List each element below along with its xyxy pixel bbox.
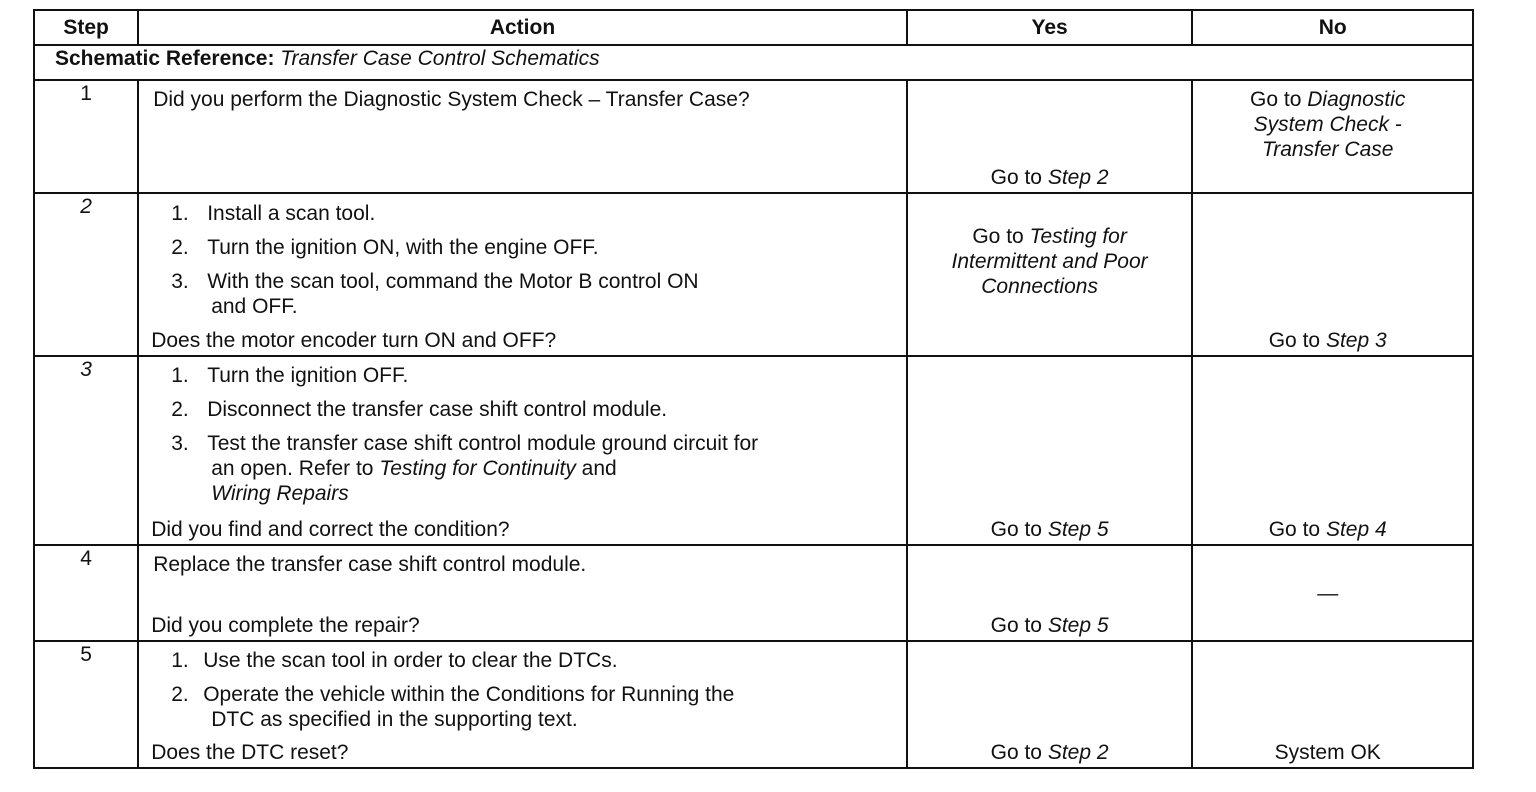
no-text: [1193, 517, 1472, 542]
list-item-text: Install a scan tool.: [207, 202, 376, 225]
list-item: 3. Test the transfer case shift control module ground circuit for an open. Refer to Testing for Continuity and Wiring Repairs: [171, 432, 759, 505]
list-item-text-cont: [207, 457, 617, 480]
no-cell: [1192, 193, 1473, 356]
table-row: [34, 193, 1473, 356]
yes-text: [908, 165, 1192, 190]
list-item-text: Use the scan tool in order to clear the DTCs.: [203, 649, 618, 672]
yes-link-line1: Testing for: [1029, 225, 1127, 248]
schematic-reference-label: Schematic Reference:: [55, 47, 275, 70]
list-item: 2. Disconnect the transfer case shift control module.: [171, 398, 668, 421]
no-text: [1193, 328, 1472, 353]
yes-prefix: Go to: [990, 518, 1042, 541]
yes-prefix: Go to: [972, 225, 1024, 248]
table-row: [34, 641, 1473, 768]
schematic-reference-value: Transfer Case Control Schematics: [280, 47, 600, 70]
yes-cell: [907, 641, 1193, 768]
schematic-reference: [34, 45, 1473, 80]
list-item-text: Turn the ignition OFF.: [207, 364, 409, 387]
yes-link-line2: Intermittent and Poor: [951, 250, 1148, 273]
list-item-text-cont: and OFF.: [211, 295, 298, 318]
yes-step-link[interactable]: Step 2: [1047, 741, 1109, 764]
yes-link-line3: Connections: [981, 275, 1098, 298]
list-item-text: Test the transfer case shift control module ground circuit for: [207, 432, 759, 455]
action-question: Does the motor encoder turn ON and OFF?: [151, 329, 557, 352]
yes-cell: [907, 356, 1193, 545]
header-no: No: [1192, 10, 1473, 45]
action-cell: [138, 356, 907, 545]
no-text[interactable]: [1193, 81, 1472, 162]
action-cell: [138, 193, 907, 356]
action-steps: [139, 194, 906, 319]
action-text: Replace the transfer case shift control module.: [153, 553, 587, 576]
table-row: [34, 356, 1473, 545]
step-number: 3: [34, 356, 138, 545]
diagnostic-table: [33, 9, 1474, 769]
step-number: 4: [34, 545, 138, 641]
header-row: [34, 10, 1473, 45]
action-cell: [138, 545, 907, 641]
no-step-link[interactable]: Step 4: [1325, 518, 1387, 541]
header-action: Action: [138, 10, 907, 45]
yes-text: [908, 517, 1192, 542]
no-link-line2: System Check -: [1253, 113, 1402, 136]
header-step: Step: [34, 10, 138, 45]
no-cell: [1192, 356, 1473, 545]
action-question: Does the DTC reset?: [151, 741, 349, 764]
wiring-repairs-link[interactable]: Wiring Repairs: [211, 482, 349, 505]
step-number: 5: [34, 641, 138, 768]
no-text: —: [1317, 581, 1339, 605]
list-item: 3. With the scan tool, command the Motor B control ON and OFF.: [171, 270, 699, 318]
yes-prefix: Go to: [990, 741, 1042, 764]
yes-cell: [907, 193, 1193, 356]
action-question: Did you complete the repair?: [151, 614, 420, 637]
list-item-text: Turn the ignition ON, with the engine OFF.: [207, 236, 599, 259]
no-cell: [1192, 80, 1473, 193]
action-steps: [139, 357, 906, 506]
table-row: [34, 80, 1473, 193]
list-item-text: With the scan tool, command the Motor B control ON: [207, 270, 699, 293]
no-step-link[interactable]: Step 3: [1325, 329, 1387, 352]
yes-text: [908, 613, 1192, 638]
list-item: 2. Operate the vehicle within the Conditions for Running the DTC as specified in the supporting text.: [171, 683, 735, 731]
action-text: Did you perform the Diagnostic System Check – Transfer Case?: [153, 88, 750, 111]
action-question: Did you find and correct the condition?: [151, 518, 510, 541]
list-item: 2. Turn the ignition ON, with the engine OFF.: [171, 236, 599, 259]
step-number: 2: [34, 193, 138, 356]
no-prefix: Go to: [1268, 518, 1321, 541]
yes-text[interactable]: [908, 194, 1192, 299]
yes-cell: [907, 80, 1193, 193]
step-number: 1: [34, 80, 138, 193]
no-text: System OK: [1274, 741, 1381, 764]
yes-text: [908, 740, 1192, 765]
table-row: [34, 545, 1473, 641]
action-steps: [139, 642, 906, 732]
testing-continuity-link[interactable]: Testing for Continuity: [379, 457, 576, 480]
schematic-reference-row: [34, 45, 1473, 80]
no-prefix: Go to: [1268, 329, 1321, 352]
list-item-text-cont: DTC as specified in the supporting text.: [211, 708, 578, 731]
action-cell: [138, 641, 907, 768]
yes-step-link[interactable]: Step 2: [1047, 166, 1109, 189]
list-item: 1. Install a scan tool.: [171, 202, 376, 225]
list-item-text: Disconnect the transfer case shift control module.: [207, 398, 668, 421]
list-item: 1. Turn the ignition OFF.: [171, 364, 409, 387]
and-text: and: [581, 457, 617, 480]
action-cell: [138, 80, 907, 193]
no-link-line1: Diagnostic: [1307, 88, 1406, 111]
yes-prefix: Go to: [990, 614, 1042, 637]
yes-step-link[interactable]: Step 5: [1047, 614, 1109, 637]
list-item: 1. Use the scan tool in order to clear the DTCs.: [171, 649, 618, 672]
refer-text: an open. Refer to: [211, 457, 374, 480]
yes-prefix: Go to: [990, 166, 1042, 189]
no-prefix: Go to: [1250, 88, 1302, 111]
yes-cell: [907, 545, 1193, 641]
no-link-line3: Transfer Case: [1261, 138, 1394, 161]
no-cell: [1192, 545, 1473, 641]
no-cell: [1192, 641, 1473, 768]
header-yes: Yes: [907, 10, 1193, 45]
yes-step-link[interactable]: Step 5: [1047, 518, 1109, 541]
list-item-text: Operate the vehicle within the Conditions for Running the: [203, 683, 735, 706]
